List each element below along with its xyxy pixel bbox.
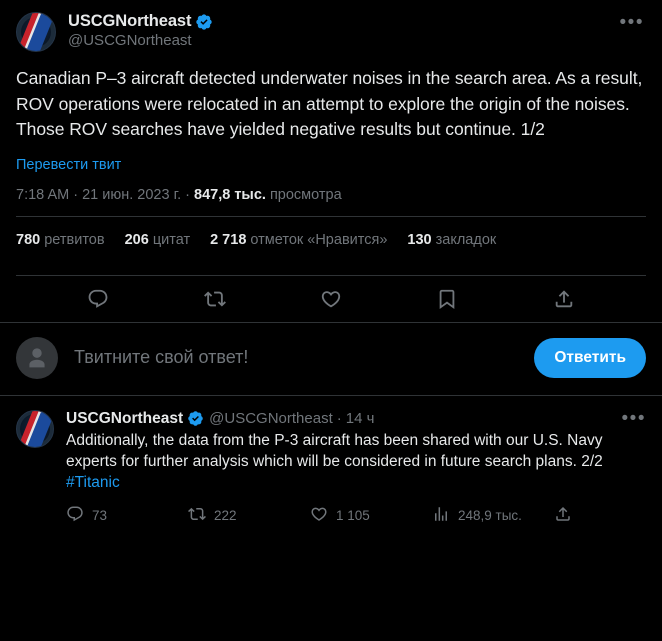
reply-body [66,407,646,526]
translate-tweet-link[interactable]: Перевести твит [16,156,122,173]
tweet-header [16,12,646,52]
stat-quotes[interactable] [125,232,191,248]
like-icon [310,505,328,526]
reply-icon[interactable] [85,286,111,312]
author-names [68,12,612,49]
reply-views-action[interactable] [432,505,554,526]
retweet-icon[interactable] [202,286,228,312]
reply-verified-badge-icon [187,410,205,428]
reply-action-bar [66,505,646,526]
reply-timestamp[interactable]: 14 ч [345,410,375,427]
stat-quotes-label: цитат [152,231,191,248]
reply-icon [66,505,84,526]
share-icon [554,505,572,526]
analytics-icon [432,505,450,526]
stat-quotes-value: 206 [124,231,149,248]
handle[interactable]: @USCGNortheast [68,32,192,49]
tweet-action-bar [16,276,646,322]
tweet-timestamp [16,187,646,203]
bookmark-icon[interactable] [434,286,460,312]
retweet-icon [188,505,206,526]
hashtag-link[interactable]: #Titanic [66,473,120,491]
reply-share-action[interactable] [554,505,572,526]
reply-like-action[interactable] [310,505,432,526]
like-icon[interactable] [318,286,344,312]
reply-count: 73 [92,507,108,523]
reply-tweet [0,396,662,536]
reply-handle[interactable]: @USCGNortheast [209,410,333,427]
reply-retweet-action[interactable] [188,505,310,526]
stat-bookmarks[interactable] [407,232,496,248]
avatar[interactable] [16,12,56,52]
reply-composer[interactable] [0,322,662,396]
reply-button[interactable]: Ответить [534,338,646,378]
timestamp-text: 7:18 AM · 21 июн. 2023 г. · [16,186,195,203]
reply-avatar[interactable] [16,410,54,448]
user-avatar-icon[interactable] [16,337,58,379]
reply-display-name[interactable]: USCGNortheast [66,409,184,427]
tweet-text: Canadian P–3 aircraft detected underwater noises in the search area. As a result, ROV operations were relocated in an attempt to explore the origin of the noises. Those ROV searches have yielded negative results but continue. 1/2 [16,68,643,139]
views-count: 847,8 тыс. [194,186,266,203]
stat-retweets-value: 780 [16,231,41,248]
more-horizontal-icon[interactable]: ••• [619,12,644,33]
stat-likes-value: 2 718 [210,231,247,248]
reply-reply-action[interactable] [66,505,188,526]
like-count: 1 105 [336,507,370,523]
stat-likes-label: отметок «Нравится» [250,231,388,248]
reply-input[interactable]: Твитните свой ответ! [74,347,249,367]
views-label: просмотра [265,186,342,203]
tweet-stats [16,217,646,262]
display-name-row [68,12,612,31]
retweet-count: 222 [214,507,237,523]
stat-bookmarks-value: 130 [407,231,432,248]
stat-likes[interactable] [210,232,387,248]
verified-badge-icon [195,13,213,31]
reply-text-body: Additionally, the data from the P-3 aircraft has been shared with our U.S. Navy experts for further analysis which will be considered in future search plans. 2/2 [66,431,603,470]
reply-more-horizontal-icon[interactable]: ••• [621,407,646,429]
views-count: 248,9 тыс. [458,507,522,523]
reply-text [66,430,646,493]
share-icon[interactable] [551,286,577,312]
reply-separator-dot: · [336,410,342,427]
stat-retweets[interactable] [16,232,105,248]
reply-header [66,407,646,429]
display-name[interactable]: USCGNortheast [68,12,192,30]
stat-bookmarks-label: закладок [435,231,497,248]
stat-retweets-label: ретвитов [44,231,105,248]
